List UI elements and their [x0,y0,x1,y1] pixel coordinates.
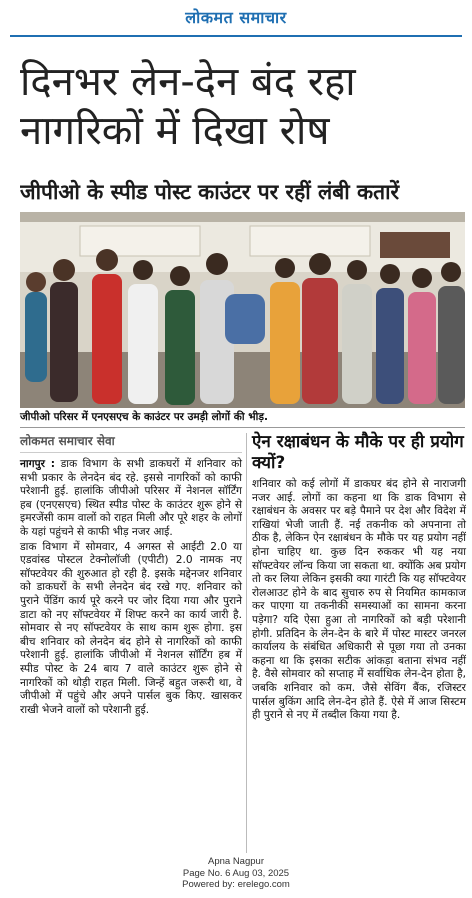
masthead-rule [10,35,462,37]
masthead [0,0,472,50]
paragraph-text: डाक विभाग के सभी डाकघरों में शनिवार को सभी प्रकार के लेनदेन बंद रहे. इससे नागरिकों को काफी परेशानी हुई. हालांकि जीपीओ परिसर में नेशनल सॉर्टिंग हब (एनएसएच) स्थित स्पीड पोस्ट के काउंटर शुरू होने से इमरजेंसी काम वालों को राहत मिली और पूरे शहर के लोगों के यहां पहुंचने से काफी भीड़ नजर आई. [20,458,242,538]
news-photo [20,212,465,408]
subheadline: जीपीओ के स्पीड पोस्ट काउंटर पर रहीं लंबी कतारें [20,180,400,204]
article-paragraph [20,458,242,540]
byline: लोकमत समाचार सेवा [20,434,115,448]
masthead-title: लोकमत समाचार [185,8,287,27]
page-and-date: Page No. 6 Aug 03, 2025 [182,867,290,879]
page-footer [0,856,472,891]
dateline: नागपुर : [20,458,56,470]
powered-by: Powered by: erelego.com [182,879,290,890]
side-story-heading: ऐन रक्षाबंधन के मौके पर ही प्रयोग क्यों? [252,432,464,473]
edition-name: Apna Nagpur [208,856,264,867]
article-paragraph: डाक विभाग में सोमवार, 4 अगस्त से आईटी 2.0 या एडवांस्ड पोस्टल टेक्नोलॉजी (एपीटी) 2.0 नामक नए सॉफ्टवेयर की शुरुआत हो रही है. इसके मद्देनजर शनिवार को डाकघरों के सभी लेनदेन बंद रखे गए. शनिवार को पुराने पेंडिंग कार्य पूरे करने पर जोर दिया गया और पुराने डाटा को नए सॉफ्टवेयर में शिफ्ट करने का कार्य जारी है. सोमवार से नए सॉफ्टवेयर के साथ काम शुरू होगा. इस बीच शनिवार को लेनदेन बंद होने से नागरिकों को काफी परेशानी हुई. हालांकि जीपीओ में नेशनल सॉर्टिंग हब में स्पीड पोस्ट के 24 बाय 7 वाले काउंटर शुरू होने से नागरिकों को थोड़ी राहत मिली. जिन्हें बहुत जरूरी था, वे जीपीओ में पहुंचे और अपने पार्सल बुक किए. खासकर राखी भेजने वालों को परेशानी हुई. [20,540,242,716]
column-divider [246,433,247,853]
crowd-photo-illustration [20,212,465,408]
headline: दिनभर लेन-देन बंद रहा नागरिकों में दिखा रोष [20,59,356,154]
caption-divider [20,427,465,428]
article-paragraph: शनिवार को कई लोगों में डाकघर बंद होने से नाराजगी नजर आई. लोगों का कहना था कि डाक विभाग से रक्षाबंधन के अवसर पर बड़े पैमाने पर देश और विदेश में राखियां भेजी जाती हैं. नई तकनीक को अपनाना तो ठीक है, लेकिन ऐन रक्षाबंधन के मौके पर यह प्रयोग नहीं होना चाहिए था. कुछ दिन रुककर भी यह नया सॉफ्टवेयर लॉन्च किया जा सकता था. क्योंकि अब प्रयोग तो कर लिया लेकिन इसकी क्या गारंटी कि यह सॉफ्टवेयर रोलआउट होने के बाद सुचारु रुप से नियमित कामकाज कर पाएगा या तकनीकी समस्याओं का सामना करना पड़ेगा? यदि ऐसा हुआ तो नागरिकों को बड़ी परेशानी होगी. प्रतिदिन के लेन-देन के बारे में पोस्ट मास्टर जनरल कार्यालय के संबंधित अधिकारी से पूछा गया तो उनका कहना था कि इसका सटीक आंकड़ा बताना संभव नहीं है. वैसे सोमवार को सप्ताह में सर्वाधिक लेन-देन होता है, जबकि शनिवार को कम. जैसे सेविंग बैंक, रजिस्टर पार्सल बुकिंग आदि लेन-देन होते हैं. ऐसे में आज सिस्टम ही पुराने से नए में तब्दील किया गया है. [252,478,466,722]
article-right-column [252,478,466,723]
article-left-column [20,458,242,718]
byline-divider [20,452,242,453]
photo-caption: जीपीओ परिसर में एनएसएच के काउंटर पर उमड़ी लोगों की भीड़. [20,411,268,423]
